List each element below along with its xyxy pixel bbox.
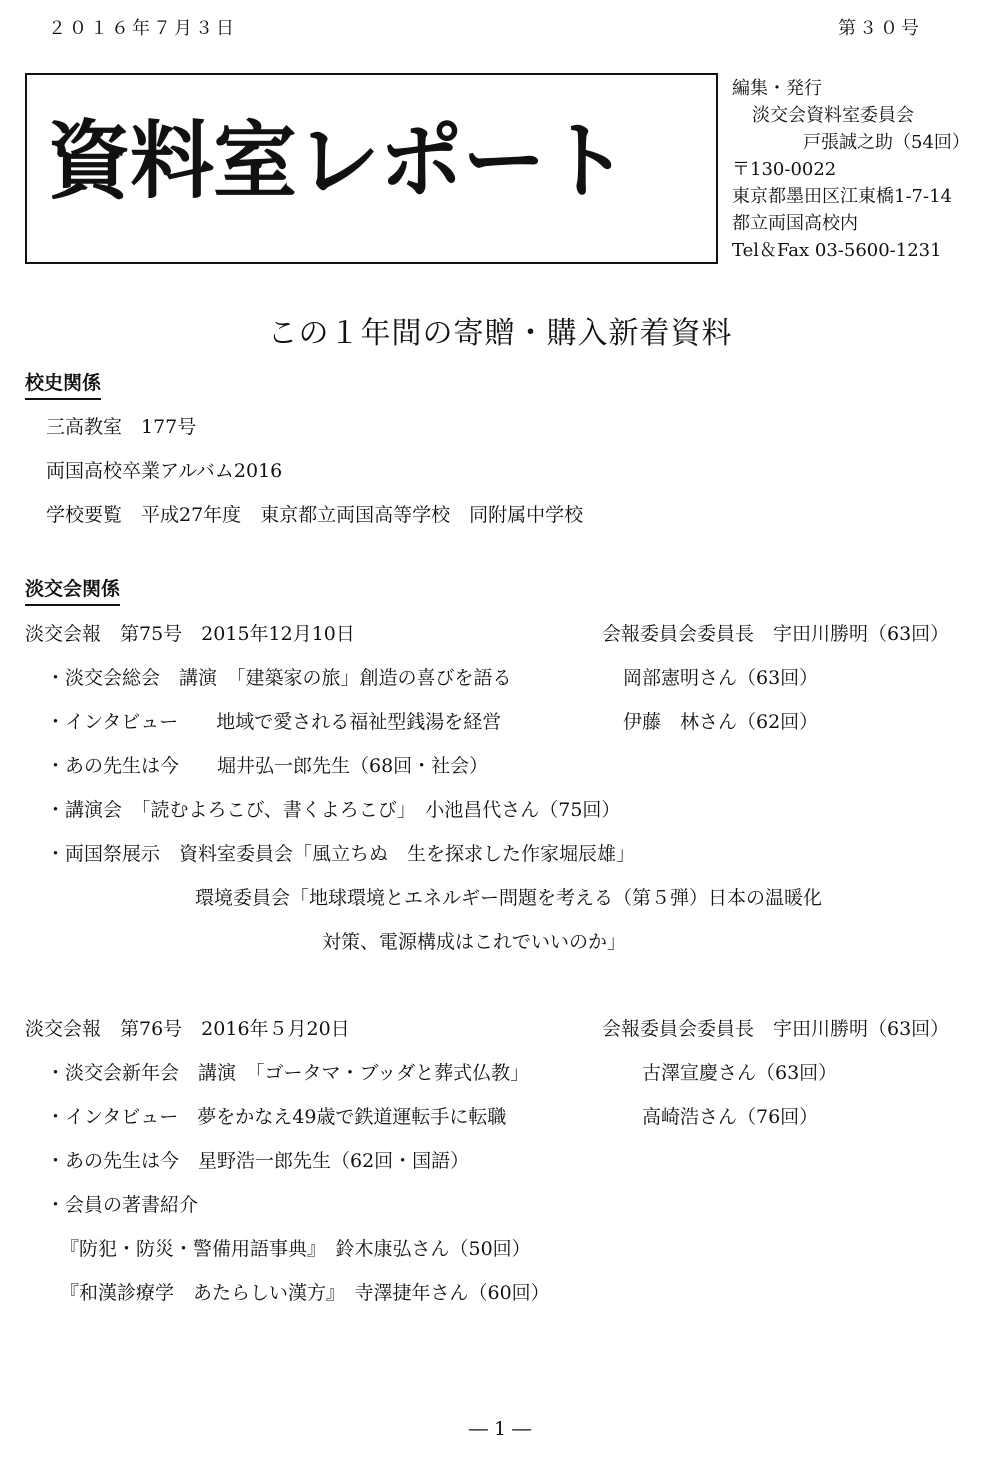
list-item: 学校要覧 平成27年度 東京都立両国高等学校 同附属中学校 [46, 504, 584, 526]
page-headline: この１年間の寄贈・購入新着資料 [267, 316, 733, 351]
list-item: ・インタビュー 地域で愛される福祉型銭湯を経営 [46, 711, 502, 733]
masthead-box [25, 73, 718, 264]
newsletter-issue-76-title: 淡交会報 第76号 2016年５月20日 [25, 1018, 350, 1040]
list-item: 三高教室 177号 [46, 416, 197, 438]
publisher-phone: Tel＆Fax 03-5600-1231 [732, 240, 942, 261]
list-item: ・会員の著書紹介 [46, 1194, 199, 1216]
list-item: ・あの先生は今 星野浩一郎先生（62回・国語） [46, 1150, 470, 1172]
book-entry: 『和漢診療学 あたらしい漢方』 寺澤捷年さん（60回） [60, 1282, 550, 1304]
list-item-person: 岡部憲明さん（63回） [623, 667, 819, 689]
list-item: ・あの先生は今 堀井弘一郎先生（68回・社会） [46, 755, 489, 777]
publisher-address: 東京都墨田区江東橋1-7-14 [732, 186, 952, 207]
list-item-continued: 対策、電源構成はこれでいいのか」 [322, 931, 627, 953]
list-item-person: 古澤宣慶さん（63回） [642, 1062, 838, 1084]
publisher-committee: 淡交会資料室委員会 [752, 105, 914, 126]
section-heading-school-history: 校史関係 [25, 370, 101, 400]
newsletter-issue-75-title: 淡交会報 第75号 2015年12月10日 [25, 623, 355, 645]
list-item-continued: 環境委員会「地球環境とエネルギー問題を考える（第５弾）日本の温暖化 [195, 887, 823, 909]
page-number: ― 1 ― [468, 1418, 532, 1440]
list-item-person: 伊藤 林さん（62回） [623, 711, 819, 733]
list-item: ・淡交会新年会 講演 「ゴータマ・ブッダと葬式仏教」 [46, 1062, 530, 1084]
list-item: ・淡交会総会 講演 「建築家の旅」創造の喜びを語る [46, 667, 512, 689]
issue-number: 第３０号 [838, 18, 922, 39]
list-item: ・両国祭展示 資料室委員会「風立ちぬ 生を探求した作家堀辰雄」 [46, 843, 636, 865]
list-item-person: 高崎浩さん（76回） [642, 1106, 819, 1128]
newsletter-issue-75-editor: 会報委員会委員長 宇田川勝明（63回） [602, 623, 950, 645]
publisher-school: 都立両国高校内 [732, 213, 858, 234]
section-heading-tankokai: 淡交会関係 [25, 576, 120, 606]
masthead-title: 資料室レポート [47, 112, 629, 210]
issue-date: ２０１６年７月３日 [48, 18, 237, 39]
book-entry: 『防犯・防災・警備用語事典』 鈴木康弘さん（50回） [60, 1238, 531, 1260]
list-item: ・インタビュー 夢をかなえ49歳で鉄道運転手に転職 [46, 1106, 507, 1128]
publisher-label: 編集・発行 [732, 78, 822, 99]
publisher-postal-code: 〒130-0022 [732, 159, 837, 180]
publisher-editor: 戸張誠之助（54回） [803, 132, 970, 153]
newsletter-issue-76-editor: 会報委員会委員長 宇田川勝明（63回） [602, 1018, 950, 1040]
list-item: 両国高校卒業アルバム2016 [46, 460, 283, 482]
list-item: ・講演会 「読むよろこび、書くよろこび」 小池昌代さん（75回） [46, 799, 621, 821]
